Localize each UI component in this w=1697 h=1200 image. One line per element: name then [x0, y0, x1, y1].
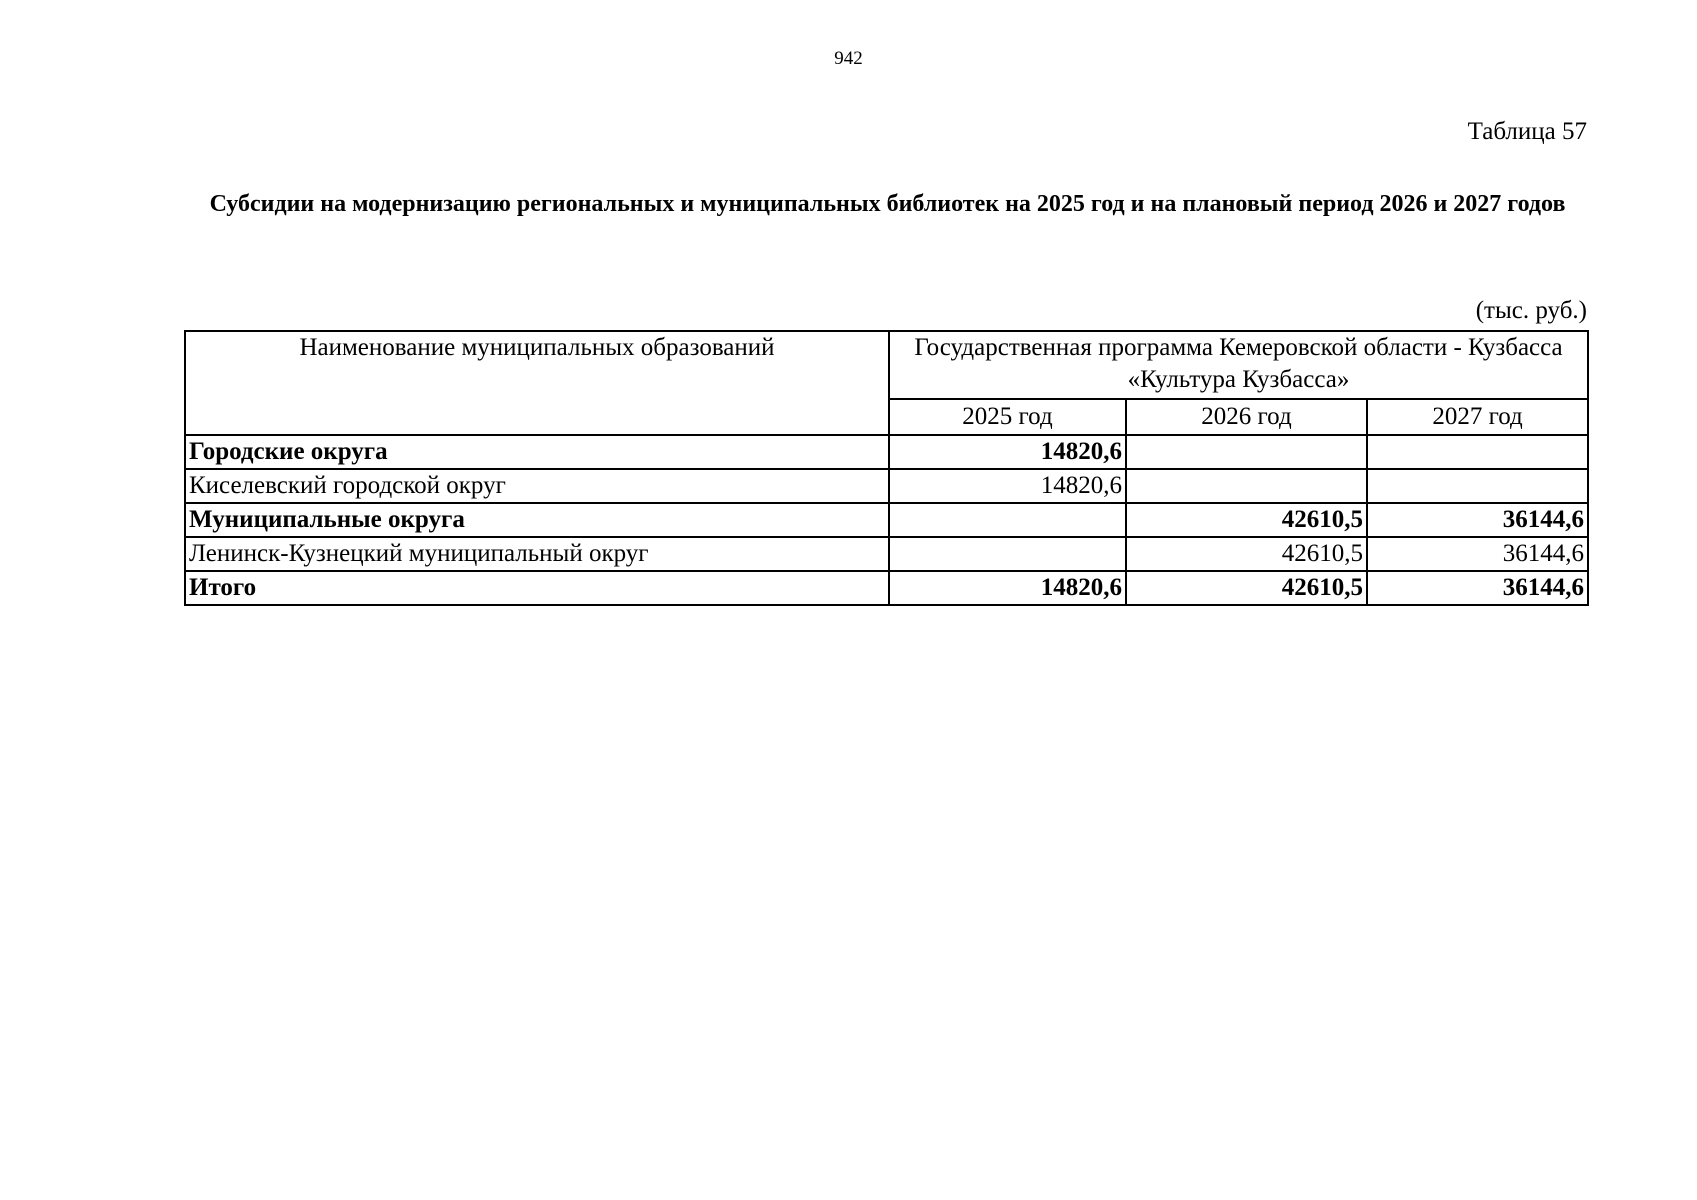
- value-2027: 36144,6: [1367, 571, 1588, 605]
- value-2025: [889, 503, 1126, 537]
- value-2027: [1367, 435, 1588, 469]
- header-municipality-name: Наименование муниципальных образований: [185, 331, 889, 435]
- value-2025: [889, 537, 1126, 571]
- value-2027: 36144,6: [1367, 503, 1588, 537]
- table-row-kiselevsk: [185, 469, 1588, 503]
- row-name: Киселевский городской округ: [185, 469, 889, 503]
- header-year-2027: 2027 год: [1367, 399, 1588, 435]
- subsidies-table: [184, 330, 1589, 606]
- value-2026: 42610,5: [1126, 503, 1367, 537]
- value-2027: [1367, 469, 1588, 503]
- value-2026: 42610,5: [1126, 571, 1367, 605]
- header-year-2026: 2026 год: [1126, 399, 1367, 435]
- page-number: 942: [834, 48, 863, 69]
- table-row-municipal-districts: [185, 503, 1588, 537]
- table-row-urban-districts: [185, 435, 1588, 469]
- row-name: Городские округа: [185, 435, 889, 469]
- table-row-total: [185, 571, 1588, 605]
- table-number: Таблица 57: [1467, 118, 1587, 145]
- row-name: Ленинск-Кузнецкий муниципальный округ: [185, 537, 889, 571]
- units-label: (тыс. руб.): [1475, 297, 1587, 324]
- row-name: Итого: [185, 571, 889, 605]
- value-2025: 14820,6: [889, 435, 1126, 469]
- value-2025: 14820,6: [889, 469, 1126, 503]
- value-2026: 42610,5: [1126, 537, 1367, 571]
- value-2026: [1126, 435, 1367, 469]
- value-2025: 14820,6: [889, 571, 1126, 605]
- row-name: Муниципальные округа: [185, 503, 889, 537]
- document-title: Субсидии на модернизацию региональных и муниципальных библиотек на 2025 год и на плановый период 2026 и 2027 годов: [209, 191, 1566, 217]
- header-state-program: Государственная программа Кемеровской области - Кузбасса «Культура Кузбасса»: [889, 331, 1588, 399]
- header-year-2025: 2025 год: [889, 399, 1126, 435]
- table-row-leninsk-kuznetsky: [185, 537, 1588, 571]
- value-2026: [1126, 469, 1367, 503]
- value-2027: 36144,6: [1367, 537, 1588, 571]
